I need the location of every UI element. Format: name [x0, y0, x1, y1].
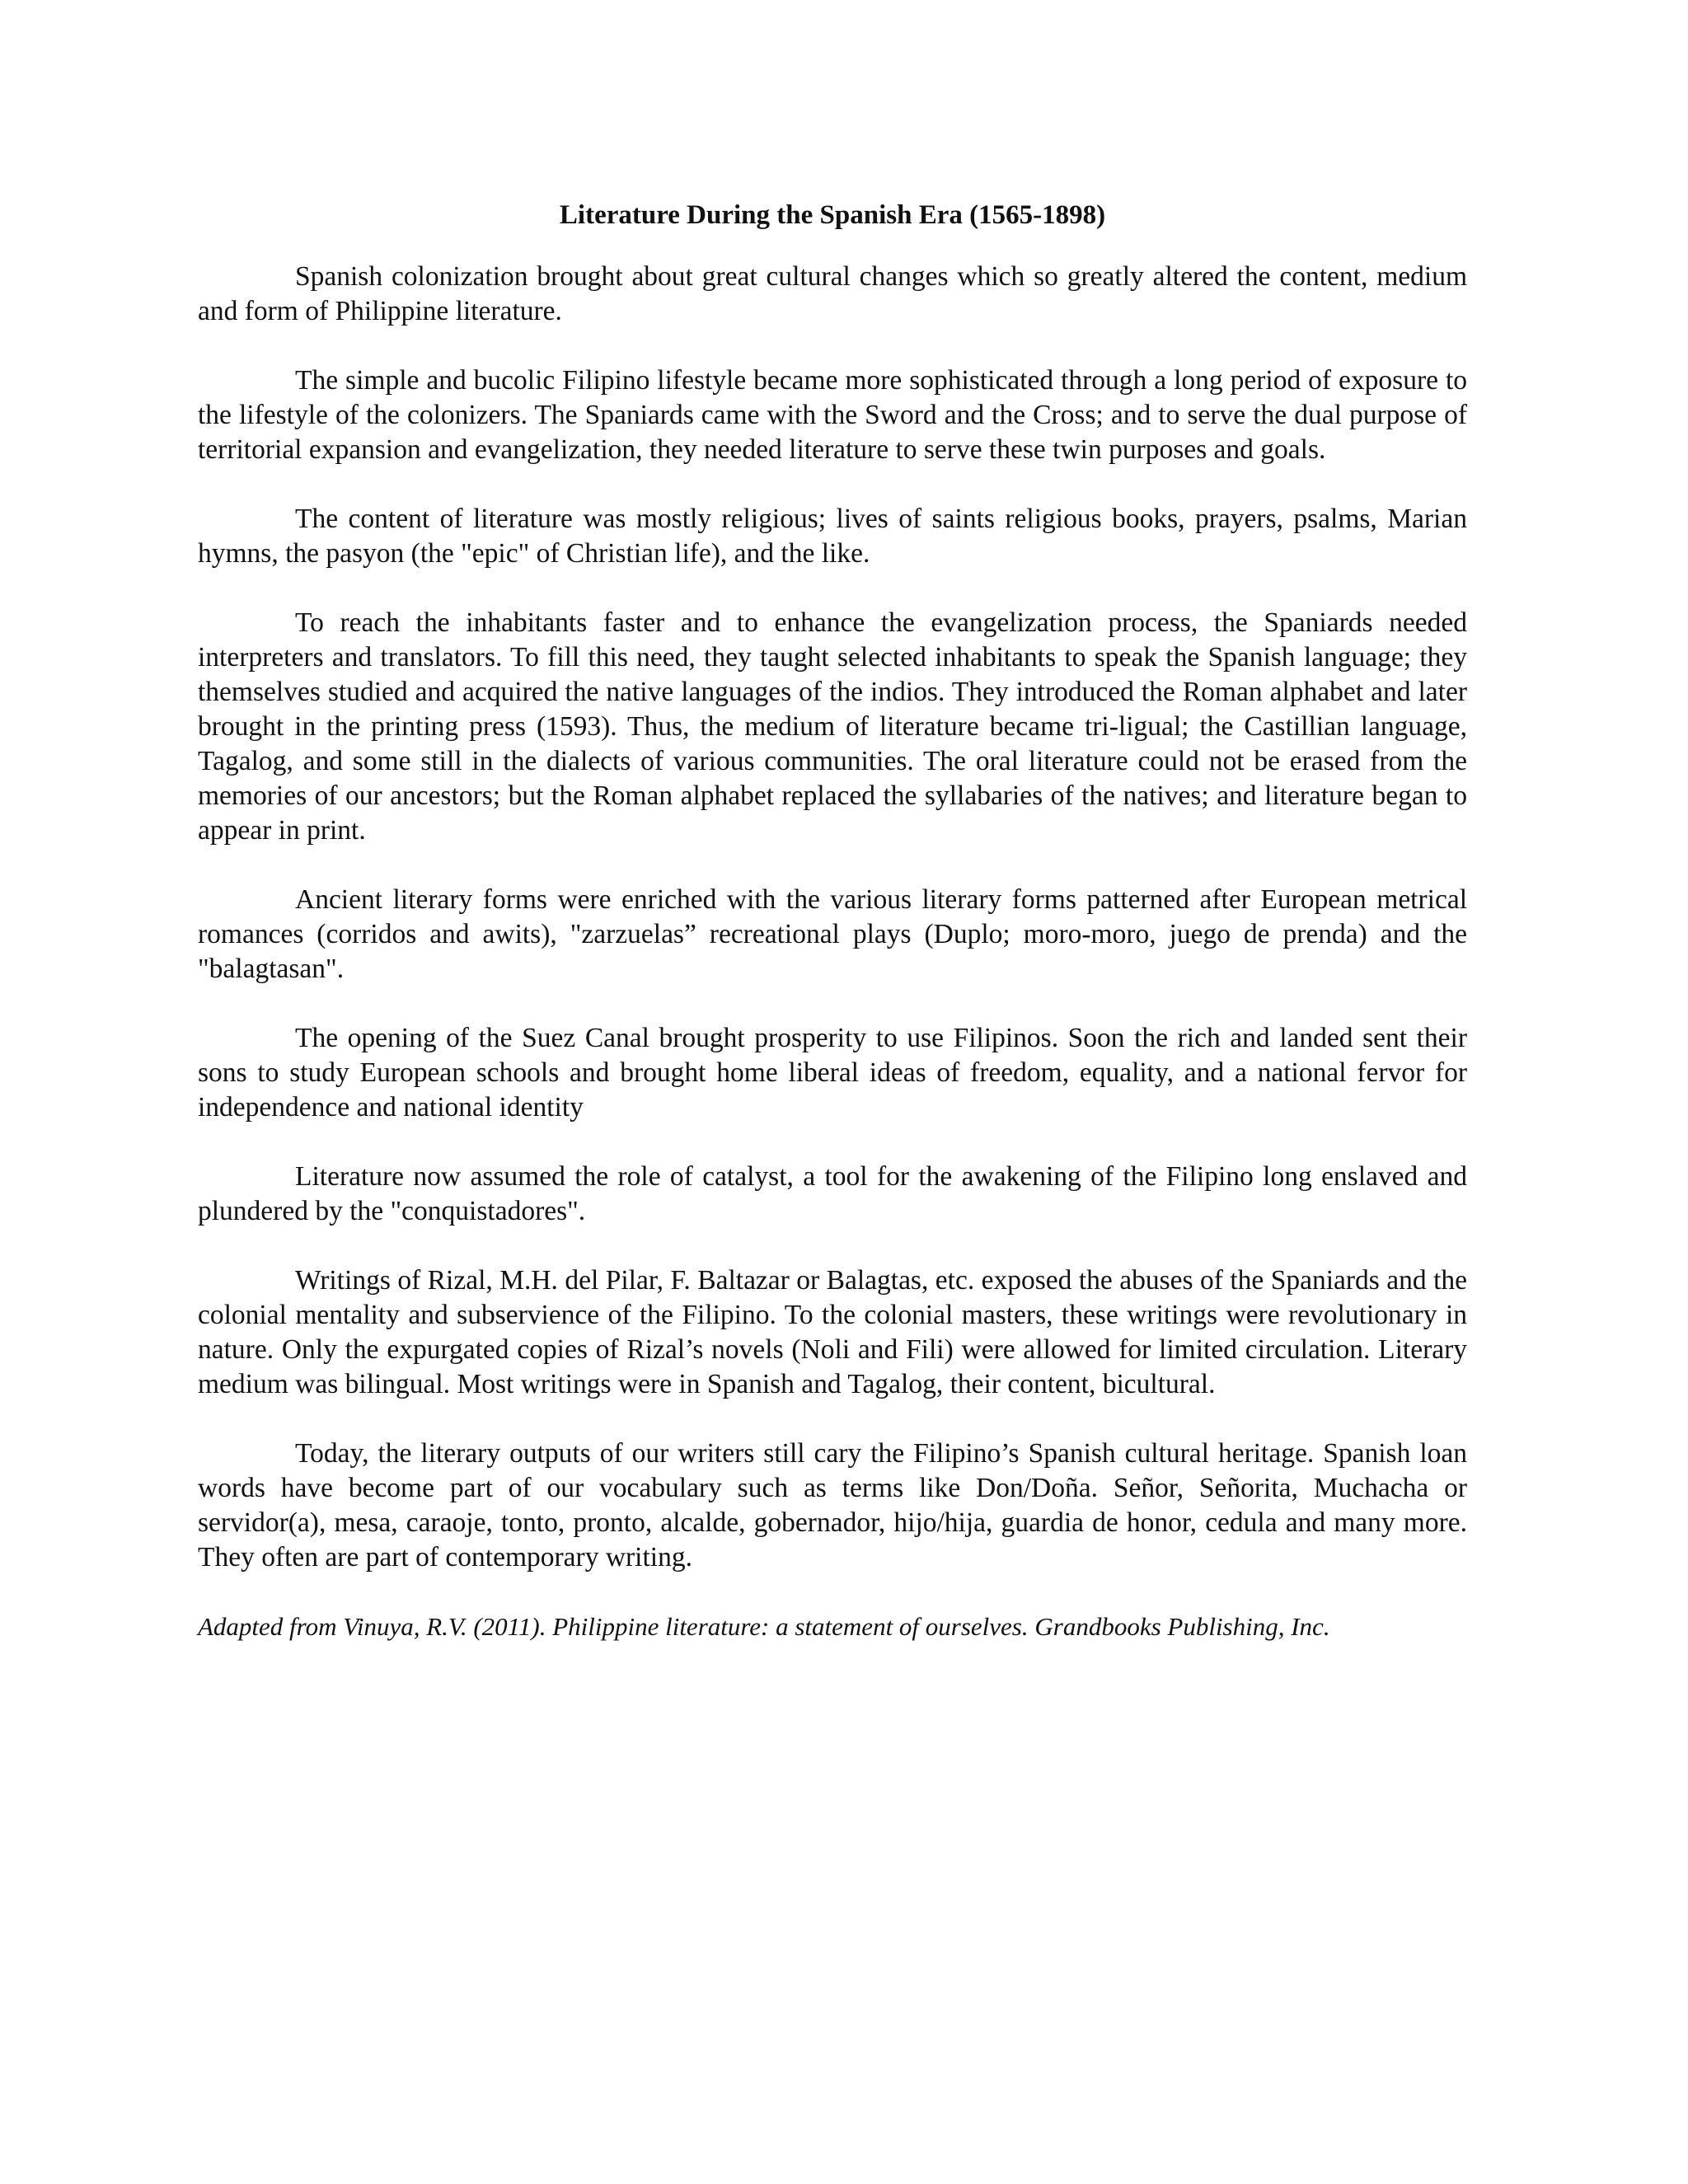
- paragraph-literary-forms: Ancient literary forms were enriched with the various literary forms patterned after European metrical romances (corridos and awits), "zarzuelas” recreational plays (Duplo; moro-moro, juego de prenda) and the "balagtasan".: [198, 884, 1467, 984]
- paragraph-literature-catalyst: Literature now assumed the role of catalyst, a tool for the awakening of the Filipino long enslaved and plundered by the "conquistadores".: [198, 1161, 1467, 1226]
- paragraph-suez-canal: The opening of the Suez Canal brought prosperity to use Filipinos. Soon the rich and landed sent their sons to study European schools and brought home liberal ideas of freedom, equality, and a national fervor for independence and national identity: [198, 1023, 1467, 1122]
- paragraph-spanish-colonization: Spanish colonization brought about great cultural changes which so greatly altered the content, medium and form of Philippine literature.: [198, 261, 1467, 326]
- source-citation: Adapted from Vinuya, R.V. (2011). Philippine literature: a statement of ourselves. Grandbooks Publishing, Inc.: [198, 1612, 1330, 1641]
- paragraph-religious-content: The content of literature was mostly religious; lives of saints religious books, prayers, psalms, Marian hymns, the pasyon (the "epic" of Christian life), and the like.: [198, 504, 1467, 569]
- document-title: Literature During the Spanish Era (1565-1898): [559, 200, 1106, 230]
- paragraph-evangelization-languages: To reach the inhabitants faster and to enhance the evangelization process, the Spaniards needed interpreters and translators. To fill this need, they taught selected inhabitants to speak the Spanish language; they themselves studied and acquired the native languages of the indios. They introduced the Roman alphabet and later brought in the printing press (1593). Thus, the medium of literature became tri-ligual; the Castillian language, Tagalog, and some still in the dialects of various communities. The oral literature could not be erased from the memories of our ancestors; but the Roman alphabet replaced the syllabaries of the natives; and literature began to appear in print.: [198, 607, 1467, 846]
- paragraph-cultural-heritage: Today, the literary outputs of our writers still cary the Filipino’s Spanish cultural heritage. Spanish loan words have become part of our vocabulary such as terms like Don/Doña. Señor, Señorita, Muchacha or servidor(a), mesa, caraoje, tonto, pronto, alcalde, gobernador, hijo/hija, guardia de honor, cedula and many more. They often are part of contemporary writing.: [198, 1438, 1467, 1572]
- document-page: [198, 198, 1467, 1644]
- paragraph-filipino-lifestyle: The simple and bucolic Filipino lifestyle became more sophisticated through a long period of exposure to the lifestyle of the colonizers. The Spaniards came with the Sword and the Cross; and to serve the dual purpose of territorial expansion and evangelization, they needed literature to serve these twin purposes and goals.: [198, 365, 1467, 465]
- paragraph-revolutionary-writings: Writings of Rizal, M.H. del Pilar, F. Baltazar or Balagtas, etc. exposed the abuses of the Spaniards and the colonial mentality and subservience of the Filipino. To the colonial masters, these writings were revolutionary in nature. Only the expurgated copies of Rizal’s novels (Noli and Fili) were allowed for limited circulation. Literary medium was bilingual. Most writings were in Spanish and Tagalog, their content, bicultural.: [198, 1265, 1467, 1399]
